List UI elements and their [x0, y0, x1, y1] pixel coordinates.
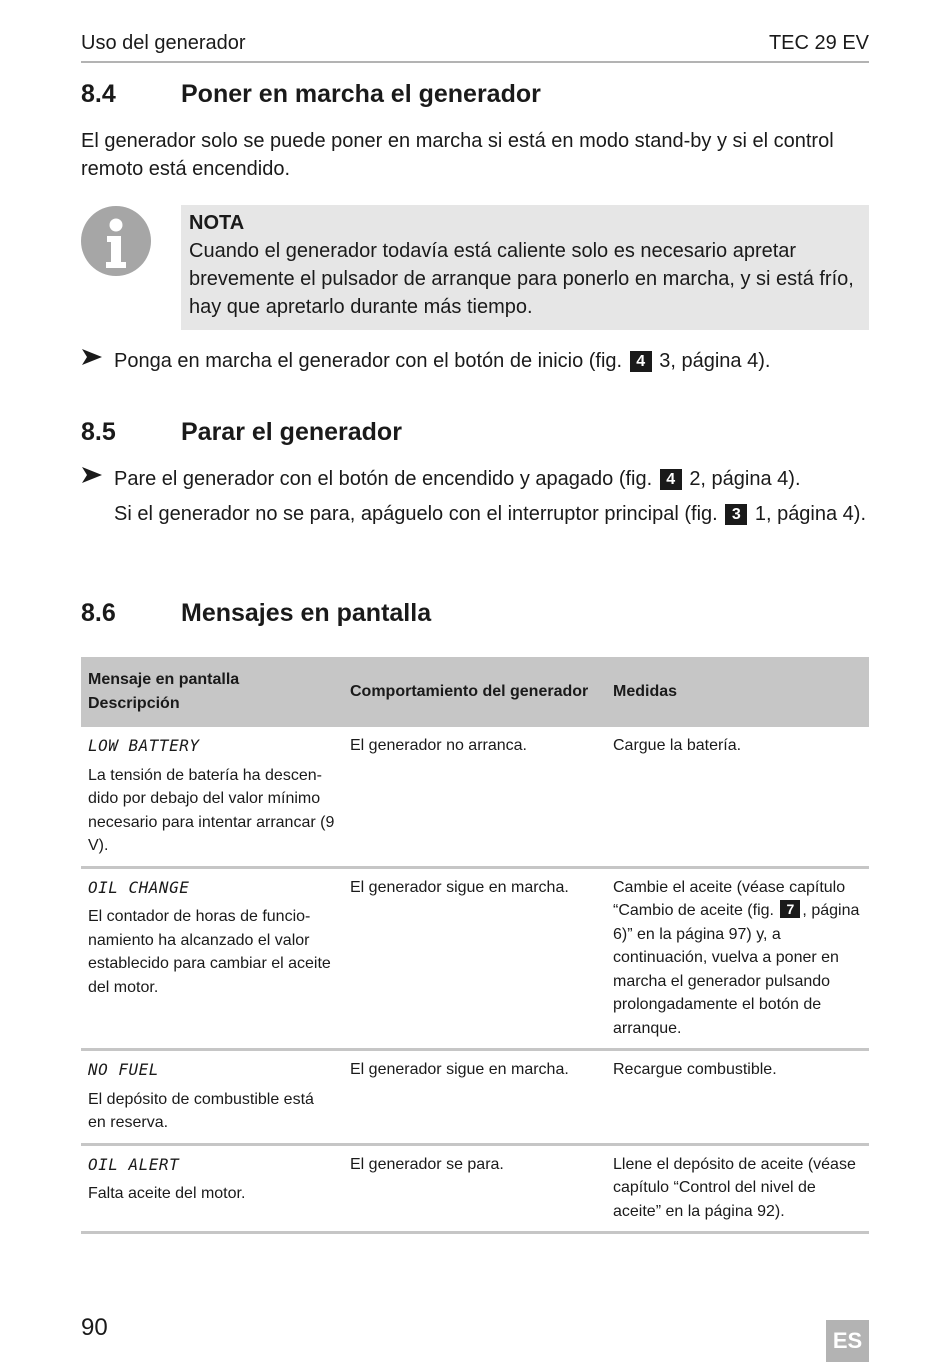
step-text: Ponga en marcha el generador con el botón de inicio (fig. — [114, 350, 623, 372]
message-description: Falta aceite del motor. — [88, 1185, 246, 1202]
step-start — [81, 347, 871, 376]
message-description: La tensión de batería ha descen-dido por debajo del valor mínimo necesario para intentar arrancar (9 V). — [88, 766, 335, 854]
display-code: NO FUEL — [88, 1060, 159, 1079]
section-title: Mensajes en pantalla — [181, 599, 432, 627]
info-icon — [81, 206, 151, 276]
behavior-cell: El generador sigue en marcha. — [343, 867, 606, 1050]
column-header-label: Mensaje en pantalla — [88, 671, 240, 688]
display-code: OIL ALERT — [88, 1154, 180, 1174]
action-cell: Cargue la batería. — [606, 727, 869, 867]
note-title: NOTA — [189, 212, 245, 234]
figure-ref-badge: 4 — [660, 469, 682, 490]
note-box — [181, 205, 869, 330]
heading-8-6 — [81, 599, 431, 628]
message-cell — [81, 1050, 343, 1145]
language-badge: ES — [826, 1320, 869, 1362]
table-row — [81, 867, 869, 1050]
page-header — [81, 30, 869, 63]
step-stop-fallback — [81, 500, 871, 529]
action-cell: Llene el depósito de aceite (véase capítulo “Control del nivel de aceite” en la página 92). — [606, 1144, 869, 1233]
heading-8-5 — [81, 418, 402, 447]
table-header-row — [81, 657, 869, 727]
section-title: Poner en marcha el generador — [181, 80, 541, 108]
action-text: Cambie el aceite (véase capítulo “Cambio de aceite (fig. — [613, 878, 846, 919]
table-row — [81, 727, 869, 867]
column-header-action: Medidas — [606, 657, 869, 727]
section-title: Parar el generador — [181, 418, 402, 446]
message-cell — [81, 1144, 343, 1233]
header-section-title: Uso del generador — [81, 32, 246, 54]
step-text: Si el generador no se para, apáguelo con el interruptor principal (fig. — [114, 503, 718, 525]
heading-8-4 — [81, 80, 541, 109]
message-description: El depósito de combustible está en reserva. — [88, 1090, 314, 1131]
figure-ref-badge: 7 — [780, 900, 800, 918]
section-number: 8.5 — [81, 418, 116, 446]
table-row — [81, 1144, 869, 1233]
step-text-end: 1, página 4). — [754, 503, 867, 525]
display-code: OIL CHANGE — [88, 877, 190, 897]
message-cell — [81, 727, 343, 867]
arrow-right-icon — [81, 465, 103, 494]
action-cell: Recargue combustible. — [606, 1050, 869, 1145]
step-text-end: 2, página 4). — [689, 468, 801, 490]
arrow-right-icon — [81, 347, 103, 376]
figure-ref-badge: 4 — [630, 351, 652, 372]
step-stop — [81, 465, 871, 494]
action-cell — [606, 867, 869, 1050]
section-number: 8.4 — [81, 80, 116, 108]
display-messages-table — [81, 657, 869, 1234]
behavior-cell: El generador no arranca. — [343, 727, 606, 867]
page-number: 90 — [81, 1314, 108, 1341]
display-code: LOW BATTERY — [88, 736, 200, 755]
behavior-cell: El generador se para. — [343, 1144, 606, 1233]
header-model: TEC 29 EV — [768, 32, 869, 54]
column-header-behavior: Comportamiento del generador — [343, 657, 606, 727]
message-cell — [81, 867, 343, 1050]
step-text-end: 3, página 4). — [659, 350, 771, 372]
figure-ref-badge: 3 — [725, 504, 747, 525]
behavior-cell: El generador sigue en marcha. — [343, 1050, 606, 1145]
message-description: El contador de horas de funcio-namiento ha alcanzado el valor establecido para cambiar el aceite del motor. — [88, 908, 331, 996]
intro-paragraph: El generador solo se puede poner en marcha si está en modo stand-by y si el control remoto está encendido. — [81, 130, 834, 180]
section-number: 8.6 — [81, 599, 116, 627]
note-text: Cuando el generador todavía está caliente solo es necesario apretar brevemente el pulsador de arranque para ponerlo en marcha, y si está frío, hay que apretarlo durante más tiempo. — [189, 240, 854, 318]
action-text-end: , página 6)” en la página 97) y, a continuación, vuelva a poner en marcha el generador pulsando prolongadamente el botón de arranque. — [613, 902, 860, 1037]
table-row — [81, 1050, 869, 1145]
step-text: Pare el generador con el botón de encendido y apagado (fig. — [114, 468, 653, 490]
column-header-message — [81, 657, 343, 727]
column-header-sublabel: Descripción — [88, 695, 180, 712]
